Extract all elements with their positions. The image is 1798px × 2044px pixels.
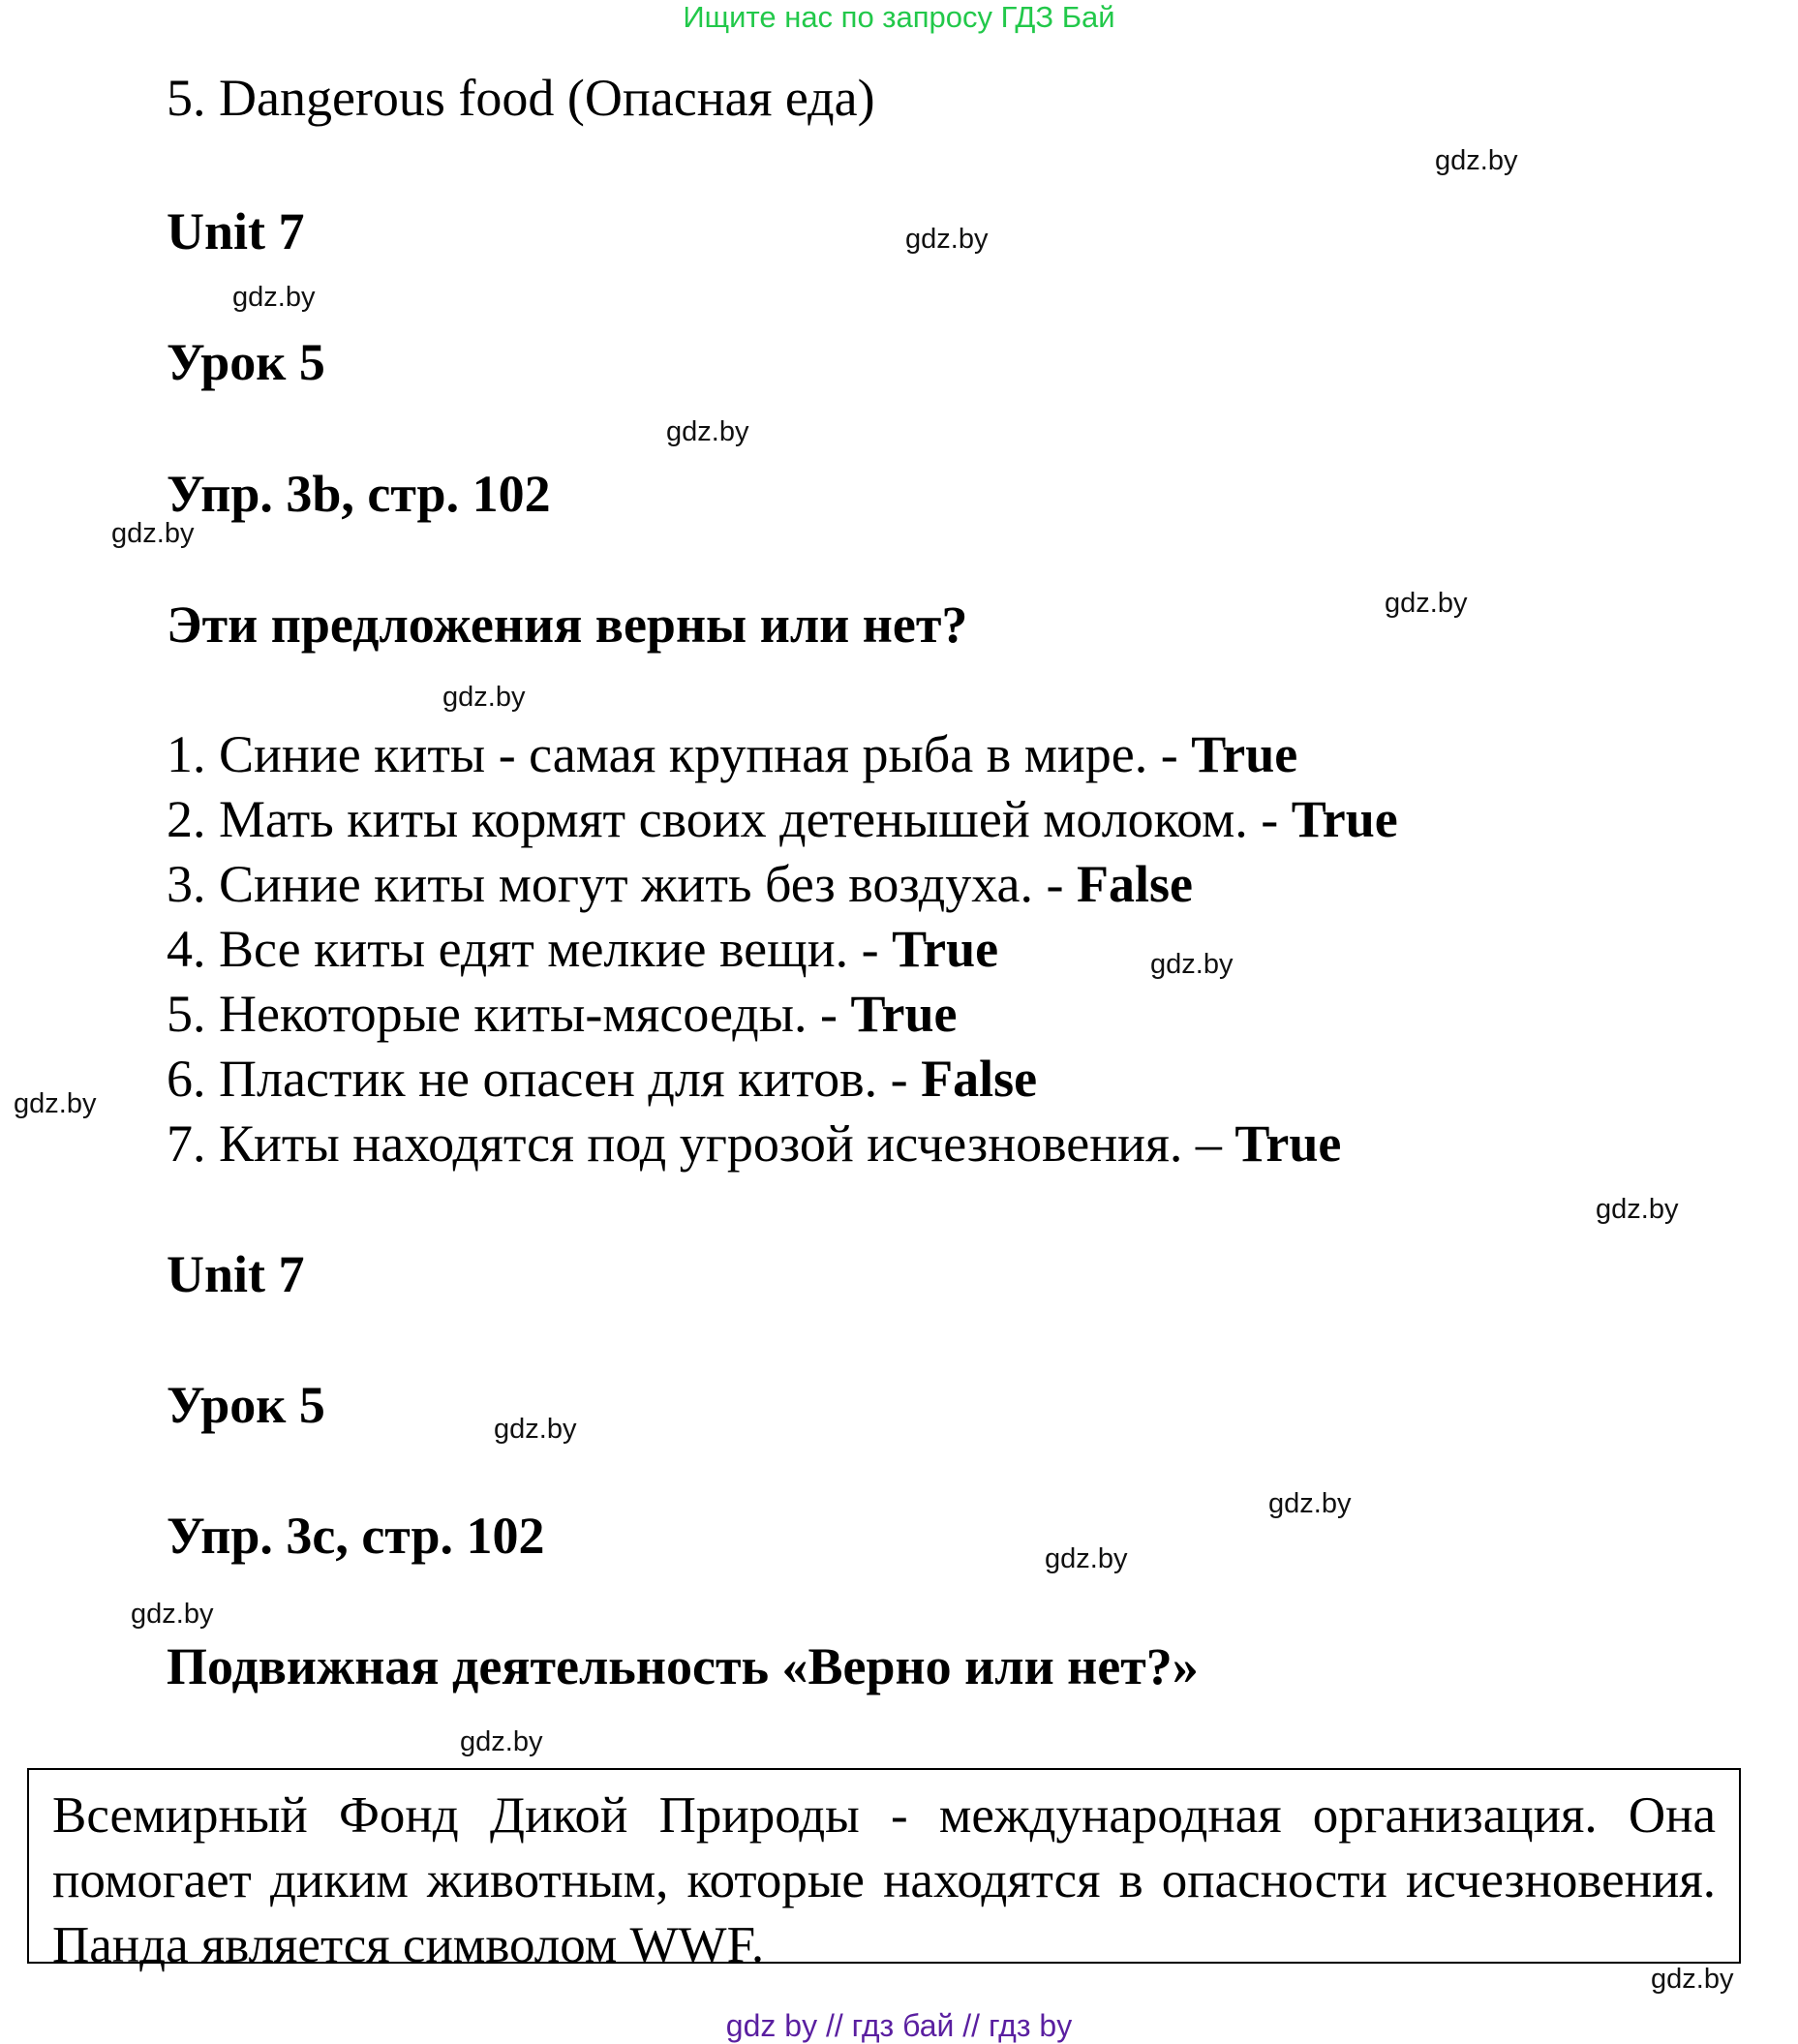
statement-answer: True [1291,790,1398,848]
wwf-info-box: Всемирный Фонд Дикой Природы - международная организация. Она помогает диким животным, которые находятся в опасности исчезновения. Панда является символом WWF. [27,1768,1741,1964]
watermark: gdz.by [666,416,749,447]
statement-text: 3. Синие киты могут жить без воздуха. - [167,855,1077,913]
task-heading-2: Подвижная деятельность «Верно или нет?» [167,1637,1199,1695]
statement-text: 7. Киты находятся под угрозой исчезновения. – [167,1114,1235,1173]
exercise-heading-2: Упр. 3c, стр. 102 [167,1507,545,1565]
watermark: gdz.by [1268,1488,1352,1519]
statement-text: 5. Некоторые киты-мясоеды. - [167,985,851,1043]
watermark: gdz.by [1435,145,1518,176]
statement-item [167,724,1297,784]
statement-answer: True [1234,1114,1342,1173]
watermark: gdz.by [1150,949,1234,980]
statement-text: 1. Синие киты - самая крупная рыба в мире. - [167,725,1192,783]
watermark: gdz.by [1385,588,1468,619]
statement-answer: True [1191,725,1298,783]
intro-line: 5. Dangerous food (Опасная еда) [167,69,875,127]
statement-text: 4. Все киты едят мелкие вещи. - [167,920,893,978]
watermark: gdz.by [1651,1964,1734,1995]
statement-item [167,1114,1341,1174]
statement-answer: False [921,1050,1038,1108]
watermark: gdz.by [232,282,316,313]
statement-item [167,984,958,1044]
statement-text: 2. Мать киты кормят своих детенышей молоком. - [167,790,1292,848]
watermark: gdz.by [14,1088,97,1119]
exercise-heading-1: Упр. 3b, стр. 102 [167,465,551,523]
watermark: gdz.by [131,1599,214,1630]
watermark: gdz.by [494,1414,577,1445]
statement-item [167,854,1193,914]
statement-answer: True [850,985,958,1043]
watermark: gdz.by [1596,1194,1679,1225]
statement-item [167,789,1398,849]
footer-links[interactable]: gdz by // гдз бай // гдз by [725,2008,1073,2043]
watermark: gdz.by [442,682,526,713]
task-heading-1: Эти предложения верны или нет? [167,595,968,654]
statement-item [167,919,998,979]
statement-item [167,1049,1037,1109]
lesson-heading-1: Урок 5 [167,333,325,391]
statement-answer: True [892,920,999,978]
statement-answer: False [1076,855,1193,913]
unit-heading-2: Unit 7 [167,1245,305,1303]
watermark: gdz.by [460,1726,543,1757]
watermark: gdz.by [905,224,989,255]
statement-text: 6. Пластик не опасен для китов. - [167,1050,922,1108]
lesson-heading-2: Урок 5 [167,1376,325,1434]
watermark: gdz.by [1045,1543,1128,1574]
search-hint-banner[interactable]: Ищите нас по запросу ГДЗ Бай [683,0,1115,34]
watermark: gdz.by [111,518,195,549]
unit-heading-1: Unit 7 [167,202,305,260]
